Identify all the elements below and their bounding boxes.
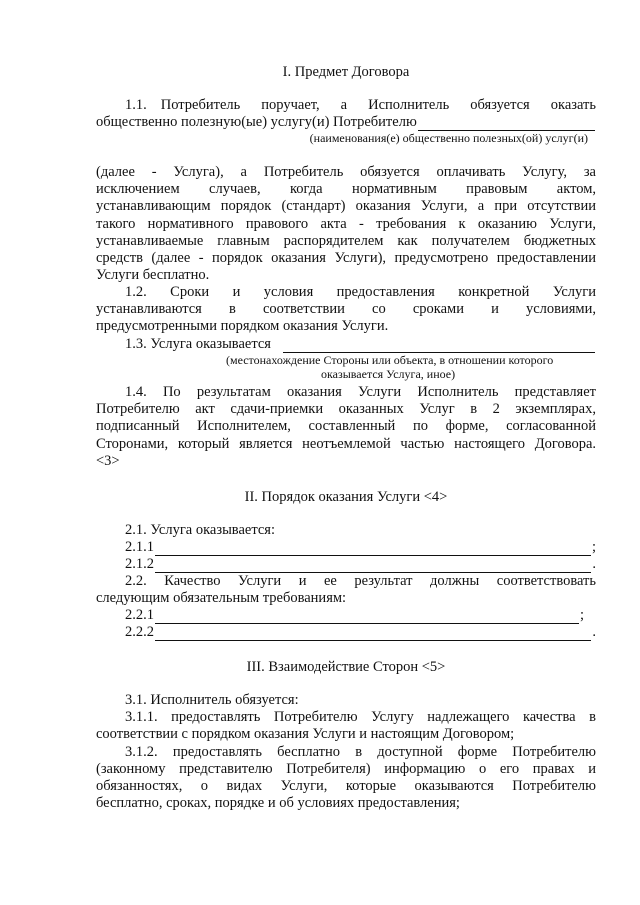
clause-2-1-text: 2.1. Услуга оказывается:	[125, 522, 275, 538]
clause-2-1-1-number: 2.1.1	[125, 539, 154, 555]
clause-2-2-2-end: .	[592, 624, 596, 641]
section-3-title: III. Взаимодействие Сторон <5>	[246, 659, 446, 675]
clause-1-1-number: 1.1.	[125, 96, 147, 113]
text-line: устанавливаются в соответствии со сроками и условиями,	[96, 301, 596, 318]
text-line: Сторонами, который является неотъемлемой частью настоящего Договора.	[96, 435, 596, 452]
clause-1-1	[96, 97, 596, 145]
text-line: следующим обязательным требованиям:	[96, 590, 347, 607]
clause-1-1-continuation	[96, 164, 596, 284]
text-line: предусмотренными порядком оказания Услуги.	[96, 318, 389, 335]
text-line: бесплатно, сроках, порядке и об условиях предоставления;	[96, 795, 460, 812]
service-name-hint: (наименования(е) общественно полезных(ой) услуг(и)	[309, 131, 588, 145]
clause-1-3-text: 1.3. Услуга оказывается	[125, 335, 271, 352]
clause-2-2-1-blank[interactable]	[155, 610, 579, 624]
clause-2-2	[96, 573, 596, 641]
clause-2-1-1-blank[interactable]	[155, 542, 591, 556]
clause-2-1	[96, 522, 596, 573]
clause-1-1-text-2: общественно полезную(ые) услугу(и) Потребителю	[96, 113, 417, 130]
text-line: (законному представителю Потребителя) информацию о его правах и	[96, 760, 596, 777]
clause-1-4	[96, 384, 596, 470]
service-name-blank[interactable]	[418, 117, 595, 131]
clause-3-1-text: 3.1. Исполнитель обязуется:	[125, 692, 299, 708]
clause-2-1-1-end: ;	[591, 539, 596, 555]
clause-1-2	[96, 284, 596, 336]
clause-2-1-2-blank[interactable]	[155, 559, 591, 573]
text-line: обязанностях, о видах Услуги, которые оказываются Потребителю	[96, 778, 596, 795]
text-line: исключением случаев, когда нормативным правовым актом,	[96, 181, 596, 198]
text-line: устанавливаемые главным распорядителем как получателем бюджетных	[96, 232, 596, 249]
clause-2-2-1-end: ;	[579, 607, 584, 624]
section-2-title: II. Порядок оказания Услуги <4>	[244, 489, 448, 505]
text-line: 1.4. По результатам оказания Услуги Исполнитель представляет	[125, 384, 596, 400]
clause-2-2-1-number: 2.2.1	[125, 607, 154, 624]
clause-2-1-2-end: .	[592, 556, 596, 572]
text-line: 2.2. Качество Услуги и ее результат должны соответствовать	[125, 573, 596, 589]
clause-2-1-2-number: 2.1.2	[125, 556, 154, 572]
clause-1-3	[96, 336, 596, 381]
text-line: Потребителю акт сдачи-приемки оказанных Услуг в 2 экземплярах,	[96, 401, 596, 418]
service-location-hint-2: оказывается Услуга, иное)	[321, 367, 456, 381]
text-line: средств (далее - порядок оказания Услуги), предусмотрено предоставлении	[96, 250, 596, 267]
clause-1-1-text: Потребитель поручает, а Исполнитель обязуется оказать	[160, 96, 596, 113]
service-location-hint-1: (местонахождение Стороны или объекта, в отношении которого	[226, 353, 554, 367]
text-line: (далее - Услуга), а Потребитель обязуется оплачивать Услугу, за	[96, 164, 596, 180]
text-line: 1.2. Сроки и условия предоставления конкретной Услуги	[125, 284, 596, 300]
text-line: такого нормативного правового акта - требования к оказанию Услуги,	[96, 215, 596, 232]
text-line: <3>	[96, 452, 120, 469]
text-line: соответствии с порядком оказания Услуги и настоящим Договором;	[96, 726, 515, 743]
clause-2-2-2-blank[interactable]	[155, 627, 591, 641]
text-line: 3.1.1. предоставлять Потребителю Услугу надлежащего качества в	[125, 709, 596, 726]
service-location-blank[interactable]	[283, 339, 595, 353]
clause-2-2-2-number: 2.2.2	[125, 624, 154, 641]
text-line: подписанный Исполнителем, составленный по форме, согласованной	[96, 418, 596, 435]
section-1-title: I. Предмет Договора	[282, 64, 410, 80]
text-line: Услуги бесплатно.	[96, 267, 210, 284]
text-line: устанавливающим порядок (стандарт) оказания Услуги, а при отсутствии	[96, 198, 596, 215]
clause-3-1	[96, 692, 596, 812]
text-line: 3.1.2. предоставлять бесплатно в доступной форме Потребителю	[125, 743, 596, 760]
